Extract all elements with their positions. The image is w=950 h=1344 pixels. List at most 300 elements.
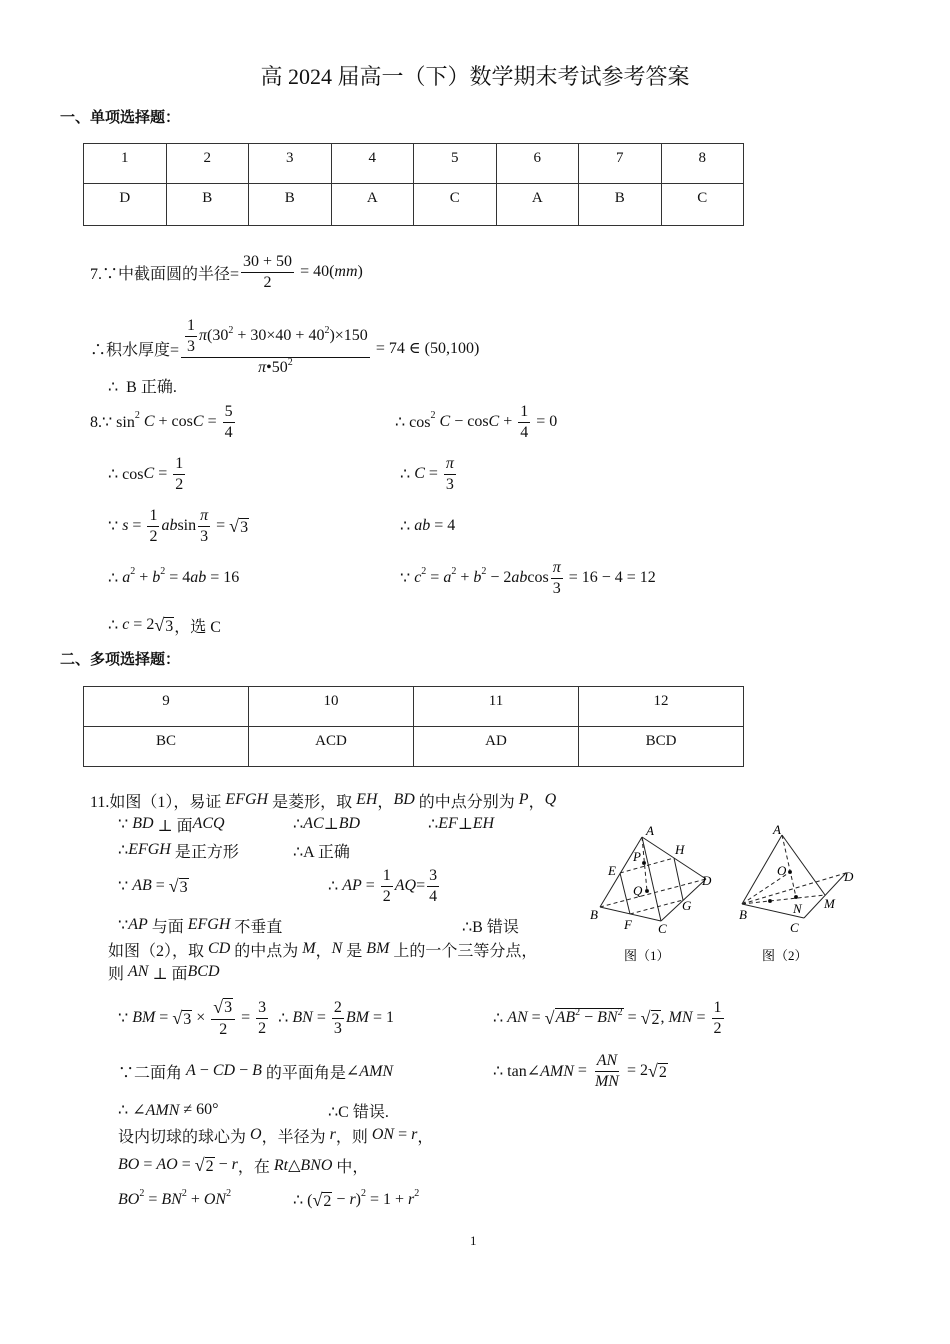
figure-label: P	[633, 849, 641, 864]
fraction-numerator: 1	[185, 316, 197, 337]
math-variable: EFGH	[225, 791, 269, 808]
solution-11-line	[118, 996, 394, 1040]
text: ∴	[400, 466, 415, 483]
square-root	[195, 1155, 215, 1176]
fraction-numerator: 5	[223, 402, 235, 423]
figure-label: D	[702, 873, 712, 888]
figure-label: O	[777, 863, 787, 878]
text: sin	[177, 517, 197, 534]
table-row	[84, 687, 744, 727]
text: ∴ (	[293, 1192, 313, 1209]
math-variable: ∠AMN	[132, 1102, 180, 1119]
fraction	[198, 506, 210, 547]
text: •50	[266, 359, 288, 376]
text: 上的一个三等分点，	[389, 942, 538, 960]
text: =	[394, 1126, 412, 1143]
text: =	[426, 569, 444, 586]
superscript: 2	[228, 325, 234, 337]
fraction	[593, 1051, 621, 1092]
text: ∴	[108, 570, 123, 587]
question-number: 6	[496, 144, 579, 184]
text: 的平面角是	[261, 1064, 346, 1082]
math-variable: C	[143, 465, 155, 482]
radicand: 3	[179, 878, 188, 896]
text: −	[580, 1008, 598, 1026]
superscript: 2	[139, 1187, 145, 1199]
fraction	[147, 506, 159, 547]
math-variable: AO	[156, 1156, 178, 1173]
text: − 2	[486, 569, 512, 586]
math-variable: c	[414, 569, 422, 586]
answer-cell: B	[166, 184, 249, 226]
fraction-denominator	[593, 1072, 621, 1092]
fraction-denominator: 3	[333, 1019, 342, 1037]
fraction-numerator: 1	[381, 866, 393, 887]
math-variable: CD	[208, 940, 231, 957]
page-number: 1	[470, 1233, 477, 1248]
solution-7-line-1	[90, 250, 363, 294]
solution-8-line	[400, 504, 455, 548]
figure-label: M	[824, 896, 835, 911]
text: ∴ cos	[108, 466, 144, 483]
fraction	[181, 316, 370, 380]
math-variable: BN	[292, 1009, 313, 1026]
fraction-denominator: 3	[200, 527, 209, 545]
text: 是正方形	[170, 843, 239, 861]
superscript: 2	[414, 1187, 420, 1199]
radicand: 3	[165, 617, 174, 635]
square-root	[641, 1008, 661, 1029]
answer-cell: A	[496, 184, 579, 226]
math-variable: AC	[303, 815, 324, 832]
math-variable: EFGH	[128, 841, 171, 858]
text: ∵	[118, 917, 129, 934]
fraction	[332, 998, 344, 1039]
text: )×150	[329, 327, 368, 345]
radical-sign-icon: √	[168, 875, 179, 896]
text: ∴	[270, 1010, 293, 1027]
superscript: 2	[430, 409, 436, 421]
solution-8-line	[108, 556, 239, 600]
math-variable: C	[435, 413, 451, 430]
math-variable: AP	[128, 916, 148, 933]
fraction-denominator: 2	[149, 527, 158, 545]
superscript: 2	[287, 357, 293, 368]
text: ×	[192, 1009, 210, 1026]
text: 中，	[332, 1158, 369, 1176]
math-variable: π	[200, 506, 209, 524]
fraction	[381, 866, 393, 907]
answer-cell: C	[661, 184, 744, 226]
math-variable: π	[552, 558, 561, 576]
figure-label: D	[844, 869, 854, 884]
fraction-numerator: 1	[147, 506, 159, 527]
text: =	[144, 1191, 162, 1208]
text: ∵	[118, 878, 133, 895]
fraction-numerator	[595, 1051, 619, 1072]
math-variable: AP	[342, 877, 362, 894]
figure-label: E	[608, 863, 616, 878]
superscript: 2	[575, 1006, 581, 1018]
figure-label: G	[682, 898, 692, 913]
math-variable: AB	[555, 1008, 576, 1026]
question-number: 1	[84, 144, 167, 184]
fraction-denominator: 2	[382, 887, 391, 905]
question-number: 7	[579, 144, 662, 184]
text: )	[355, 1191, 361, 1208]
square-root	[172, 1008, 192, 1029]
text: =	[424, 465, 442, 482]
figure-label: F	[624, 917, 632, 932]
radicand: 2	[205, 1157, 214, 1175]
fraction	[551, 558, 563, 599]
square-root	[169, 876, 189, 897]
text: = 74 ∈ (50,100)	[371, 340, 480, 357]
math-variable: ∠AMN	[526, 1063, 574, 1080]
math-variable: r	[349, 1191, 356, 1208]
solution-11-line	[428, 802, 494, 846]
text: = 0	[532, 413, 558, 430]
fraction-numerator: 30 + 50	[241, 252, 294, 273]
superscript: 2	[451, 565, 457, 577]
question-number: 9	[84, 687, 249, 727]
math-variable: BD	[132, 815, 154, 832]
text: ∴	[118, 1102, 133, 1119]
text: ，选 C	[174, 618, 221, 636]
math-variable: C	[414, 465, 425, 482]
fraction-denominator: 2	[219, 1020, 228, 1038]
radicand: 2	[658, 1063, 667, 1081]
fraction-numerator	[198, 506, 210, 527]
text: ∴	[428, 816, 439, 833]
text: 8.∵ sin	[90, 414, 135, 431]
square-root	[545, 1008, 624, 1029]
superscript: 2	[226, 1187, 232, 1199]
text: ，	[377, 793, 394, 811]
text: ∴	[328, 878, 343, 895]
fraction-numerator: 3	[256, 998, 268, 1019]
figure-1-caption: 图（1）	[624, 948, 670, 963]
text: +	[456, 569, 474, 586]
text: ∵	[118, 1010, 133, 1027]
text: ，在	[237, 1158, 274, 1176]
text: ∴ tan	[493, 1063, 527, 1080]
math-variable: EFGH	[187, 916, 231, 933]
figure-label: A	[773, 822, 781, 837]
figure-label: A	[646, 823, 654, 838]
text: ∴ cos	[395, 414, 431, 431]
text: )	[357, 263, 363, 280]
solution-11-line	[118, 864, 189, 908]
math-variable: ON	[371, 1126, 395, 1143]
text: =	[151, 877, 169, 894]
fraction	[256, 998, 268, 1039]
question-number: 2	[166, 144, 249, 184]
text: −	[332, 1191, 350, 1208]
text: ∴A 正确	[293, 843, 350, 861]
text: ⊥	[323, 816, 339, 833]
radicand	[555, 1008, 624, 1029]
solution-8-line	[108, 504, 249, 548]
text: ∴	[400, 518, 415, 535]
fraction	[223, 402, 235, 443]
question-number: 12	[579, 687, 744, 727]
text: ∵	[118, 816, 133, 833]
text: =	[416, 877, 426, 894]
text: +	[186, 1191, 204, 1208]
math-variable: BM	[345, 1009, 369, 1026]
text: =	[155, 1009, 173, 1026]
math-variable: c	[122, 616, 130, 633]
fraction-numerator: 2	[332, 998, 344, 1019]
answer-cell: BC	[84, 727, 249, 767]
single-choice-answer-table	[83, 143, 744, 226]
text: 的中点分别为	[414, 793, 519, 811]
square-root	[648, 1061, 668, 1082]
fraction	[241, 252, 294, 293]
answer-cell: ACD	[249, 727, 414, 767]
text: = 16 − 4 = 12	[564, 569, 656, 586]
text: 设内切球的球心为	[118, 1128, 251, 1146]
section-heading-single-choice: 一、单项选择题：	[60, 108, 181, 126]
figure-label: C	[790, 920, 799, 935]
text: ∴ B 正确.	[108, 378, 177, 396]
fraction-denominator: 3	[445, 475, 454, 493]
fraction-numerator	[551, 558, 563, 579]
math-variable: mm	[334, 263, 358, 280]
text: =	[154, 465, 172, 482]
text: = 4	[165, 569, 191, 586]
superscript: 2	[324, 325, 330, 337]
math-variable: MN	[594, 1072, 619, 1090]
fraction-numerator	[444, 454, 456, 475]
math-variable: N	[331, 940, 343, 957]
square-root	[229, 516, 249, 537]
page-title: 高 2024 届高一（下）数学期末考试参考答案	[260, 64, 690, 89]
text: 的中点为	[230, 942, 303, 960]
fraction	[173, 454, 185, 495]
text: =	[573, 1062, 591, 1079]
math-variable: r	[329, 1126, 336, 1143]
text: (30	[207, 327, 229, 345]
math-variable: AN	[507, 1009, 528, 1026]
fraction-denominator	[256, 358, 295, 380]
text: = 4	[430, 517, 456, 534]
text: 7.∵中截面圆的半径=	[90, 265, 240, 283]
text: 如图（2），取	[108, 942, 209, 960]
solution-8-line	[108, 452, 187, 496]
answer-cell: B	[249, 184, 332, 226]
math-variable: π	[258, 359, 267, 376]
math-variable: M	[302, 940, 316, 957]
fraction	[427, 866, 439, 907]
text: =	[212, 517, 230, 534]
radicand: 3	[224, 998, 233, 1016]
text: 则	[108, 965, 129, 983]
radical-sign-icon: √	[229, 515, 240, 536]
text: ⊥ 面	[153, 817, 193, 835]
text: ，	[417, 1128, 434, 1146]
text: ⊥ 面	[148, 965, 188, 983]
text: = 40(	[296, 263, 335, 280]
fraction-denominator: 3	[552, 579, 561, 597]
math-variable: EH	[472, 815, 495, 832]
solution-11-line	[328, 864, 441, 908]
fraction-denominator: 4	[224, 423, 233, 441]
radical-sign-icon: √	[640, 1007, 651, 1028]
text: =	[623, 1009, 641, 1026]
fraction-numerator: 1	[712, 998, 724, 1019]
fraction-numerator: 1	[173, 454, 185, 475]
text: = 2	[129, 616, 155, 633]
math-variable: B	[252, 1062, 262, 1079]
figure-2-caption: 图（2）	[762, 948, 808, 963]
text: ⊥	[457, 816, 473, 833]
math-variable: CD	[212, 1062, 236, 1079]
math-variable: ACQ	[192, 815, 225, 832]
fraction-denominator: 3	[187, 338, 196, 355]
math-variable: A	[186, 1062, 196, 1079]
figure-label: H	[675, 842, 685, 857]
answer-cell: C	[414, 184, 497, 226]
text: ，	[315, 942, 332, 960]
math-variable: BCD	[187, 963, 220, 980]
text: −	[214, 1156, 232, 1173]
text: = 1 +	[366, 1191, 409, 1208]
text: +	[135, 569, 153, 586]
math-variable: BO	[118, 1156, 140, 1173]
text: 是	[342, 942, 367, 960]
fraction	[211, 997, 235, 1040]
math-variable: b	[473, 569, 482, 586]
text: −	[235, 1062, 253, 1079]
answer-cell: BCD	[579, 727, 744, 767]
text: ，半径为	[261, 1128, 330, 1146]
fraction	[518, 402, 530, 443]
math-variable: ∠AMN	[345, 1063, 394, 1080]
text: 不垂直	[230, 918, 283, 936]
radical-sign-icon: √	[544, 1007, 555, 1028]
table-row	[84, 727, 744, 767]
math-variable: a	[122, 569, 131, 586]
question-number: 5	[414, 144, 497, 184]
fraction-denominator: 2	[263, 273, 272, 291]
fraction-numerator	[181, 316, 370, 358]
answer-cell: D	[84, 184, 167, 226]
superscript: 2	[130, 565, 136, 577]
solution-8-line	[400, 452, 458, 496]
fraction-denominator: 2	[175, 475, 184, 493]
fraction-numerator: 3	[427, 866, 439, 887]
radicand: 2	[323, 1192, 332, 1210]
text: 是菱形，取	[268, 793, 357, 811]
text: + cos	[154, 413, 193, 430]
text: = 2	[622, 1062, 648, 1079]
text: ∵二面角	[118, 1064, 187, 1082]
fraction-denominator: 4	[429, 887, 438, 905]
question-number: 10	[249, 687, 414, 727]
text: = 1	[368, 1009, 394, 1026]
math-variable: EF	[438, 815, 458, 832]
math-variable: Rt△BNO	[273, 1157, 333, 1174]
superscript: 2	[481, 565, 487, 577]
math-variable: AB	[132, 877, 152, 894]
text: ，	[528, 793, 545, 811]
fraction-numerator	[211, 997, 235, 1020]
math-variable: r	[411, 1126, 418, 1143]
math-variable: AN	[128, 963, 149, 980]
math-variable: MN	[668, 1009, 693, 1026]
text: ∵	[108, 518, 123, 535]
text: 11.如图（1），易证	[90, 793, 226, 811]
text: ∴	[108, 617, 123, 634]
math-variable: ab	[414, 517, 431, 534]
superscript: 2	[617, 1006, 623, 1018]
solution-8-line	[395, 400, 557, 444]
figure-label: Q	[633, 883, 643, 898]
text: =	[139, 1156, 157, 1173]
text: =	[203, 413, 221, 430]
math-variable: Q	[544, 791, 557, 808]
text: ∴	[118, 842, 129, 859]
text: + 30×40 + 40	[233, 327, 325, 345]
text: ∴	[293, 816, 304, 833]
radicand: 3	[183, 1010, 192, 1028]
radical-sign-icon: √	[647, 1060, 658, 1081]
superscript: 2	[421, 565, 427, 577]
math-variable: b	[152, 569, 161, 586]
math-variable: π	[199, 327, 208, 345]
math-variable: AQ	[394, 877, 417, 894]
math-variable: r	[231, 1156, 238, 1173]
text: ∴C 错误.	[328, 1103, 389, 1121]
fraction	[712, 998, 724, 1039]
answer-cell: AD	[414, 727, 579, 767]
fraction	[444, 454, 456, 495]
text: cos	[527, 569, 549, 586]
math-variable: C	[192, 413, 204, 430]
question-number: 8	[661, 144, 744, 184]
question-number: 4	[331, 144, 414, 184]
figure-label: B	[590, 907, 598, 922]
math-variable: O	[250, 1126, 262, 1143]
solution-11-line	[293, 1178, 419, 1222]
math-variable: ab	[511, 569, 528, 586]
square-root	[313, 1190, 333, 1211]
figure-label: B	[739, 907, 747, 922]
fraction-numerator: 1	[518, 402, 530, 423]
section-heading-multi-choice: 二、多项选择题：	[60, 650, 181, 668]
text: ∴B 错误	[462, 918, 519, 936]
multi-choice-answer-table	[83, 686, 744, 767]
radical-sign-icon: √	[154, 614, 165, 635]
solution-8-line	[90, 400, 237, 444]
figure-label: N	[793, 901, 802, 916]
solution-8-line	[108, 603, 221, 647]
text: 与面	[147, 918, 188, 936]
text: =	[177, 1156, 195, 1173]
math-variable: ab	[190, 569, 207, 586]
text: =	[527, 1009, 545, 1026]
math-variable: BM	[132, 1009, 156, 1026]
radical-sign-icon: √	[172, 1007, 183, 1028]
math-variable: π	[445, 454, 454, 472]
math-variable: a	[443, 569, 452, 586]
answer-cell: B	[579, 184, 662, 226]
text: =	[312, 1009, 330, 1026]
superscript: 2	[181, 1187, 187, 1199]
superscript: 2	[361, 1187, 366, 1199]
